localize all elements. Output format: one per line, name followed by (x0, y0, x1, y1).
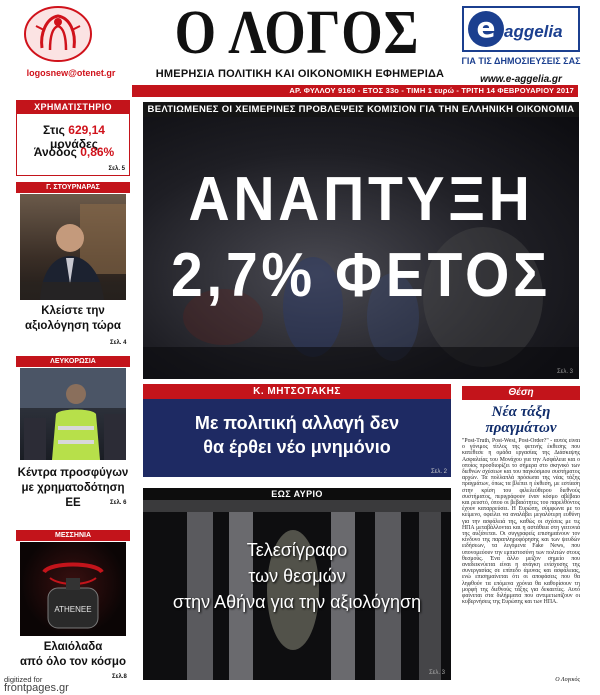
side-story-title-line2: αξιολόγηση τώρα (25, 320, 121, 332)
low-story-line1: Τελεσίγραφο (246, 540, 348, 560)
digitized-credit[interactable] (4, 676, 69, 692)
low-story-line3: στην Αθήνα για την αξιολόγηση (172, 592, 422, 612)
side-story-title-line1: Κλείστε την (41, 305, 105, 317)
stock-index-suffix: μονάδες (50, 137, 98, 151)
olive-oil-bottle-icon (20, 542, 126, 636)
newspaper-logo-icon (22, 4, 94, 64)
editorial-tag: Θέση (462, 386, 580, 400)
lead-headline-line1: ΑΝΑΠΤΥΞΗ (188, 165, 534, 234)
low-story-kicker: ΕΩΣ ΑΥΡΙΟ (143, 488, 451, 500)
lead-headline-line2: 2,7% ΦΕΤΟΣ (171, 241, 551, 310)
politician-portrait-icon (20, 194, 126, 300)
side-story-title[interactable] (16, 304, 130, 334)
editorial-title-line2: πραγμάτων (485, 420, 557, 436)
advert-url[interactable]: www.e-aggelia.gr (480, 74, 562, 85)
advert-logo[interactable] (462, 6, 580, 52)
mid-story-line2: θα έρθει νέο μνημόνιο (203, 437, 391, 457)
newspaper-subtitle: ΗΜΕΡΗΣΙΑ ΠΟΛΙΤΙΚΗ ΚΑΙ ΟΙΚΟΝΟΜΙΚΗ ΕΦΗΜΕΡΙΔΑ (155, 68, 445, 80)
mid-story-headline (143, 411, 451, 459)
side-story-title-line1: Κέντρα προσφύγων (17, 467, 129, 479)
contact-email[interactable]: logosnew@otenet.gr (26, 68, 116, 78)
bottle-label: ATHENEE (54, 605, 92, 614)
editorial-title[interactable] (460, 404, 582, 436)
refugee-worker-icon (20, 368, 126, 460)
side-story-kicker: Γ. ΣΤΟΥΡΝΑΡΑΣ (16, 182, 130, 193)
side-story-kicker: ΜΕΣΣΗΝΙΑ (16, 530, 130, 541)
stock-market-box[interactable] (16, 100, 130, 176)
mid-story-line1: Με πολιτική αλλαγή δεν (194, 413, 400, 433)
low-story-block[interactable] (143, 500, 451, 680)
side-story-title[interactable] (16, 640, 130, 670)
side-story-photo[interactable] (20, 542, 126, 636)
digitized-credit-line2: frontpages.gr (4, 682, 69, 694)
issue-info-bar: ΑΡ. ΦΥΛΛΟΥ 9160 - ΕΤΟΣ 33ο - ΤΙΜΗ 1 ευρώ - ΤΡΙΤΗ 14 ΦΕΒΡΟΥΑΡΙΟΥ 2017 (132, 85, 578, 97)
stock-market-header: ΧΡΗΜΑΤΙΣΤΗΡΙΟ (17, 101, 129, 114)
editorial-body: "Post-Truth, Post-West, Post-Order?" - αυτός είναι ο γόνιμος τίτλος της φετινής έκθεσης που κατέθεσε η ομάδα εργασίας της Διάσκεψης Ασφαλείας του Μονάχου για την Ασφάλεια και ο οποίος προσδιορίζει το σήμερα στο σκηνικό των διεθνών σχέσεων και του παγκόσμιου συστήματος αρχών. Τα πολλαπλά πρόσωπα της νέας τάξης πραγμάτων, όπως τα βλέπει η έκθεση, με εστίαση στην κρίση του φιλελεύθερου διεθνούς συστήματος, περιγράφουν έναν κόσμο αβέβαιο και ρευστό, όπου οι βεβαιότητες του παρελθόντος έχουν καταρρεύσει. Η Ευρώπη, σύμφωνα με το κείμενο, οφείλει να αναλάβει μεγαλύτερη ευθύνη για την ασφάλειά της, καθώς οι σχέσεις με τις ΗΠΑ μεταβάλλονται και η αστάθεια στη γειτονιά της αυξάνεται. Οι συγγραφείς επισημαίνουν τον κίνδυνο της παραπληροφόρησης και των ψευδών ειδήσεων, τα λεγόμενα Fake News, που υπονομεύουν την εμπιστοσύνη των πολιτών στους θεσμούς. Ένα άλλο μείζον σημείο που αναδεικνύεται είναι η ανάγκη ενίσχυσης της συνεργασίας σε επίπεδο άμυνας και ασφάλειας, ενώ επισημαίνεται ότι οι αποφάσεις που θα ληφθούν τα επόμενα χρόνια θα καθορίσουν τη μορφή της διεθνούς τάξης για δεκαετίες. Αυτό φαίνεται στα διλήμματα που αντιμετωπίζουν οι κυβερνήσεις της Ευρώπης και των ΗΠΑ. (462, 438, 580, 606)
digitized-credit-line1: digitized for (4, 675, 43, 684)
side-story-title-line2: από όλο τον κόσμο (19, 656, 126, 668)
editorial-signature: Ο Λογικός (555, 677, 580, 683)
side-story-kicker: ΛΕΥΚΟΡΩΣΙΑ (16, 356, 130, 367)
advert-tagline: ΓΙΑ ΤΙΣ ΔΗΜΟΣΙΕΥΣΕΙΣ ΣΑΣ (461, 56, 581, 66)
mid-story-page-ref: Σελ. 2 (430, 469, 447, 475)
editorial-title-line1: Νέα τάξη (491, 404, 551, 420)
side-story-page-ref: Σελ. 4 (110, 340, 127, 346)
lead-banner: ΒΕΛΤΙΩΜΕΝΕΣ ΟΙ ΧΕΙΜΕΡΙΝΕΣ ΠΡΟΒΛΕΨΕΙΣ ΚΟΜΙΣΙΟΝ ΓΙΑ ΤΗΝ ΕΛΛΗΝΙΚΗ ΟΙΚΟΝΟΜΙΑ (143, 102, 579, 117)
low-story-page-ref: Σελ. 3 (428, 670, 445, 676)
mid-story-block[interactable] (143, 399, 451, 477)
side-story-title-line1: Ελαιόλαδα (43, 641, 103, 653)
lead-page-ref: Σελ. 3 (556, 369, 573, 375)
stock-index-value: 629,14 (68, 123, 105, 137)
stock-page-ref: Σελ. 5 (108, 166, 125, 172)
side-story-page-ref: Σελ. 6 (110, 500, 127, 506)
side-story-page-ref: Σελ.8 (112, 674, 127, 680)
advert-logo-word: aggelia (504, 22, 563, 41)
low-story-line2: των θεσμών (248, 566, 346, 586)
stock-change-value: 0,86% (80, 145, 115, 159)
stock-change-line (21, 145, 127, 159)
stock-change-prefix: Άνοδος (33, 145, 77, 159)
lead-story-block[interactable] (143, 117, 579, 379)
side-story-title-line2: με χρηματοδότηση ΕΕ (21, 482, 125, 509)
advert-logo-letter: e (468, 11, 504, 47)
newspaper-title: Ο ΛΟΓΟΣ (174, 0, 420, 67)
stock-index-prefix: Στις (43, 123, 65, 137)
side-story-photo[interactable] (20, 368, 126, 460)
mid-story-kicker: Κ. ΜΗΤΣΟΤΑΚΗΣ (143, 384, 451, 399)
side-story-photo[interactable] (20, 194, 126, 300)
